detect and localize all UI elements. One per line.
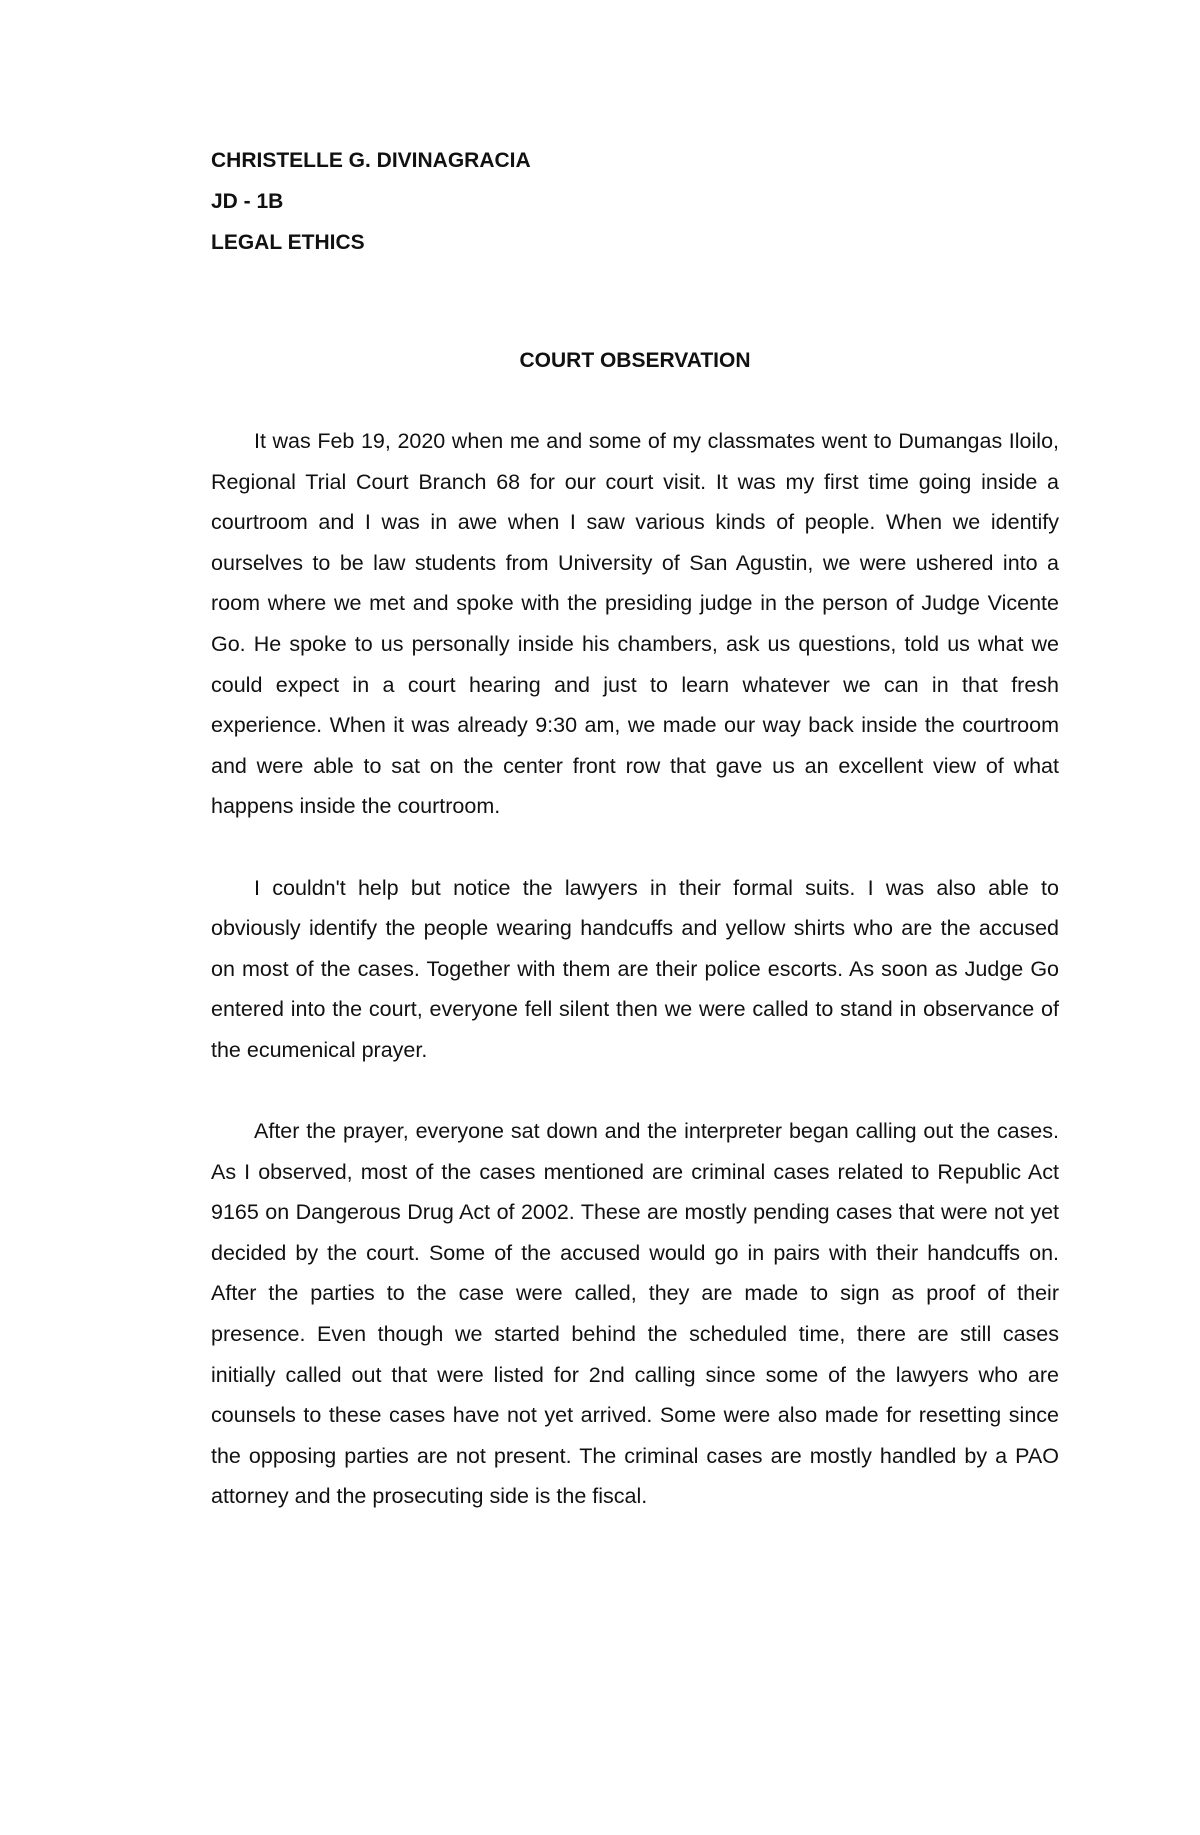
document-title: COURT OBSERVATION [519,349,751,372]
paragraph-2: I couldn't help but notice the lawyers in their formal suits. I was also able to obviously identify the people wearing handcuffs and yellow shirts who are the accused on most of the cases. Together with them are their police escorts. As soon as Judge Go entered into the court, everyone fell silent then we were called to stand in observance of the ecumenical prayer. [211,875,1059,1062]
document-header [211,140,1011,263]
class-section: JD - 1B [211,190,284,213]
subject-name: LEGAL ETHICS [211,231,365,254]
document-body [211,421,1059,1558]
paragraph-3: After the prayer, everyone sat down and the interpreter began calling out the cases. As I observed, most of the cases mentioned are criminal cases related to Republic Act 9165 on Dangerous Drug Act of 2002. These are mostly pending cases that were not yet decided by the court. Some of the accused would go in pairs with their handcuffs on. After the parties to the case were called, they are made to sign as proof of their presence. Even though we started behind the scheduled time, there are still cases initially called out that were listed for 2nd calling since some of the lawyers who are counsels to these cases have not yet arrived. Some were also made for resetting since the opposing parties are not present. The criminal cases are mostly handled by a PAO attorney and the prosecuting side is the fiscal. [211,1119,1059,1509]
author-name: CHRISTELLE G. DIVINAGRACIA [211,149,531,172]
paragraph-1: It was Feb 19, 2020 when me and some of my classmates went to Dumangas Iloilo, Regional Trial Court Branch 68 for our court visit. It was my first time going inside a courtroom and I was in awe when I saw various kinds of people. When we identify ourselves to be law students from University of San Agustin, we were ushered into a room where we met and spoke with the presiding judge in the person of Judge Vicente Go. He spoke to us personally inside his chambers, ask us questions, told us what we could expect in a court hearing and just to learn whatever we can in that fresh experience. When it was already 9:30 am, we made our way back inside the courtroom and were able to sat on the center front row that gave us an excellent view of what happens inside the courtroom. [211,429,1059,819]
